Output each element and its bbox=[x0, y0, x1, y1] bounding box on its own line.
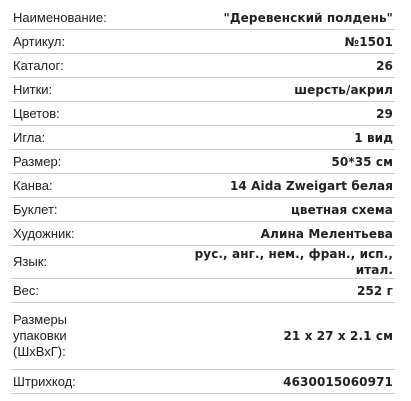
spec-label bbox=[11, 303, 163, 370]
spec-value: 4630015060971 bbox=[163, 370, 395, 394]
spec-row-booklet bbox=[11, 198, 395, 222]
spec-row-size bbox=[11, 150, 395, 174]
spec-value: 14 Aida Zweigart белая bbox=[163, 174, 395, 198]
spec-row-artist bbox=[11, 222, 395, 246]
spec-value: "Деревенский полдень" bbox=[163, 6, 395, 30]
spec-value: рус., анг., нем., фран., исп., итал. bbox=[163, 246, 395, 279]
spec-row-barcode bbox=[11, 370, 395, 394]
spec-label: Игла: bbox=[11, 126, 163, 150]
spec-label: Канва: bbox=[11, 174, 163, 198]
spec-value: Алина Мелентьева bbox=[163, 222, 395, 246]
spec-row-package-size bbox=[11, 303, 395, 370]
spec-value: шерсть/акрил bbox=[163, 78, 395, 102]
spec-label: Художник: bbox=[11, 222, 163, 246]
spec-row-article bbox=[11, 30, 395, 54]
spec-value: №1501 bbox=[163, 30, 395, 54]
spec-value: 29 bbox=[163, 102, 395, 126]
spec-row-weight bbox=[11, 279, 395, 303]
spec-row-colors bbox=[11, 102, 395, 126]
spec-label-line: Размеры bbox=[13, 312, 68, 327]
spec-row-canvas bbox=[11, 174, 395, 198]
spec-row-catalog bbox=[11, 54, 395, 78]
spec-label: Каталог: bbox=[11, 54, 163, 78]
spec-value: 1 вид bbox=[163, 126, 395, 150]
spec-label: Наименование: bbox=[11, 6, 163, 30]
spec-value: цветная схема bbox=[163, 198, 395, 222]
spec-value: 50*35 см bbox=[163, 150, 395, 174]
product-spec-table bbox=[11, 6, 395, 394]
spec-row-name bbox=[11, 6, 395, 30]
spec-label: Штрихкод: bbox=[11, 370, 163, 394]
spec-label: Нитки: bbox=[11, 78, 163, 102]
spec-label: Язык: bbox=[11, 246, 163, 279]
spec-label: Вес: bbox=[11, 279, 163, 303]
spec-row-threads bbox=[11, 78, 395, 102]
spec-row-needle bbox=[11, 126, 395, 150]
spec-value: 21 x 27 x 2.1 см bbox=[163, 303, 395, 370]
spec-label-line: (ШхВхГ): bbox=[13, 344, 66, 359]
spec-label: Размер: bbox=[11, 150, 163, 174]
spec-label: Цветов: bbox=[11, 102, 163, 126]
spec-value: 26 bbox=[163, 54, 395, 78]
spec-value: 252 г bbox=[163, 279, 395, 303]
spec-row-language bbox=[11, 246, 395, 279]
spec-label-line: упаковки bbox=[13, 328, 67, 343]
spec-label: Буклет: bbox=[11, 198, 163, 222]
spec-label: Артикул: bbox=[11, 30, 163, 54]
